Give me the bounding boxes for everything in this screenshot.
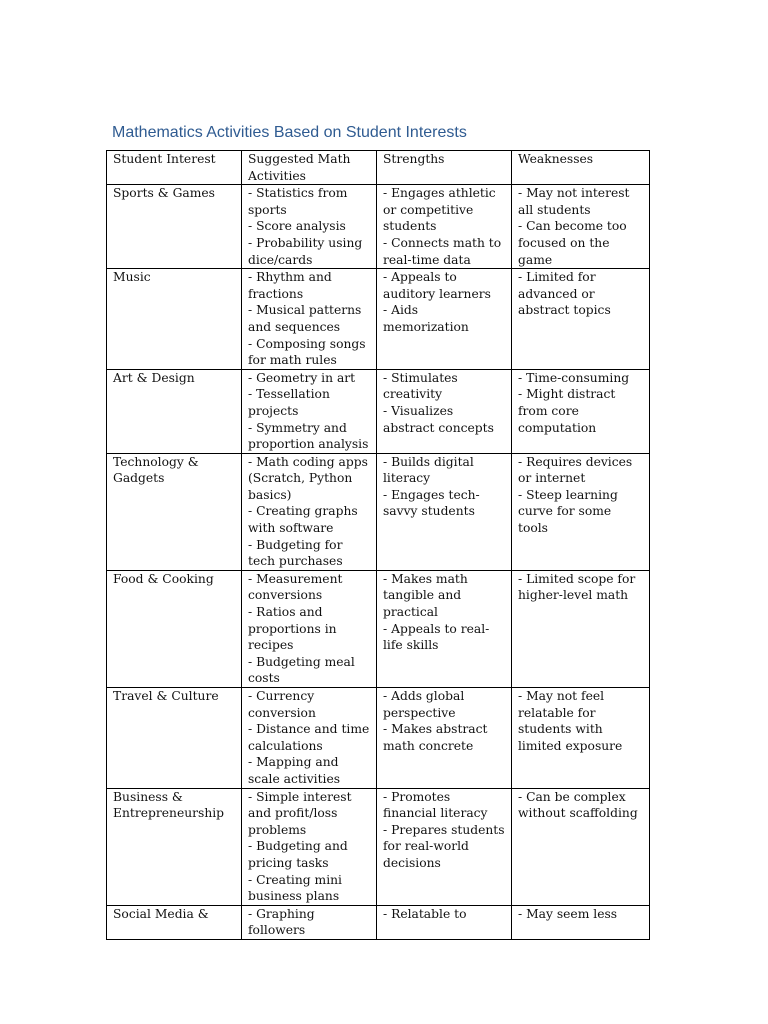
table-cell: - Currency conversion - Distance and time calculations - Mapping and scale activities xyxy=(242,688,377,789)
table-cell: - Engages athletic or competitive students - Connects math to real-time data xyxy=(377,185,512,269)
table-cell: - Time-consuming - Might distract from core computation xyxy=(512,369,650,453)
header-cell: Suggested Math Activities xyxy=(242,151,377,185)
page-title: Mathematics Activities Based on Student Interests xyxy=(112,124,467,141)
table-cell: Business & Entrepreneurship xyxy=(107,788,242,905)
table-cell: - Rhythm and fractions - Musical patterns and sequences - Composing songs for math rules xyxy=(242,269,377,370)
table-row xyxy=(107,688,650,789)
table-cell: - Stimulates creativity - Visualizes abstract concepts xyxy=(377,369,512,453)
table-cell: - May seem less xyxy=(512,905,650,939)
table-cell: Social Media & xyxy=(107,905,242,939)
table-cell: Music xyxy=(107,269,242,370)
activities-table xyxy=(106,150,650,940)
table-cell: Food & Cooking xyxy=(107,570,242,687)
table-cell: - May not feel relatable for students with limited exposure xyxy=(512,688,650,789)
table-cell: - Makes math tangible and practical - Appeals to real-life skills xyxy=(377,570,512,687)
table-row xyxy=(107,269,650,370)
table-cell: - Appeals to auditory learners - Aids memorization xyxy=(377,269,512,370)
table-cell: - Relatable to xyxy=(377,905,512,939)
header-row xyxy=(107,151,650,185)
table-row xyxy=(107,905,650,939)
table-cell: - Promotes financial literacy - Prepares students for real-world decisions xyxy=(377,788,512,905)
table-cell: - May not interest all students - Can become too focused on the game xyxy=(512,185,650,269)
table-cell: - Simple interest and profit/loss problems - Budgeting and pricing tasks - Creating mini business plans xyxy=(242,788,377,905)
table-cell: - Limited scope for higher-level math xyxy=(512,570,650,687)
table-cell: - Can be complex without scaffolding xyxy=(512,788,650,905)
table-cell: - Measurement conversions - Ratios and proportions in recipes - Budgeting meal costs xyxy=(242,570,377,687)
table-cell: - Statistics from sports - Score analysis - Probability using dice/cards xyxy=(242,185,377,269)
table-cell: - Geometry in art - Tessellation projects - Symmetry and proportion analysis xyxy=(242,369,377,453)
header-cell: Strengths xyxy=(377,151,512,185)
table-cell: - Adds global perspective - Makes abstract math concrete xyxy=(377,688,512,789)
table-cell: - Builds digital literacy - Engages tech-savvy students xyxy=(377,453,512,570)
table-row xyxy=(107,369,650,453)
table-cell: - Math coding apps (Scratch, Python basics) - Creating graphs with software - Budgeting for tech purchases xyxy=(242,453,377,570)
table-cell: Travel & Culture xyxy=(107,688,242,789)
table-cell: Art & Design xyxy=(107,369,242,453)
table-cell: Sports & Games xyxy=(107,185,242,269)
table-cell: - Graphing followers xyxy=(242,905,377,939)
table-cell: - Limited for advanced or abstract topics xyxy=(512,269,650,370)
table-row xyxy=(107,185,650,269)
table-row xyxy=(107,453,650,570)
header-cell: Weaknesses xyxy=(512,151,650,185)
table-row xyxy=(107,570,650,687)
table-cell: Technology & Gadgets xyxy=(107,453,242,570)
table-row xyxy=(107,788,650,905)
header-cell: Student Interest xyxy=(107,151,242,185)
table-cell: - Requires devices or internet - Steep learning curve for some tools xyxy=(512,453,650,570)
